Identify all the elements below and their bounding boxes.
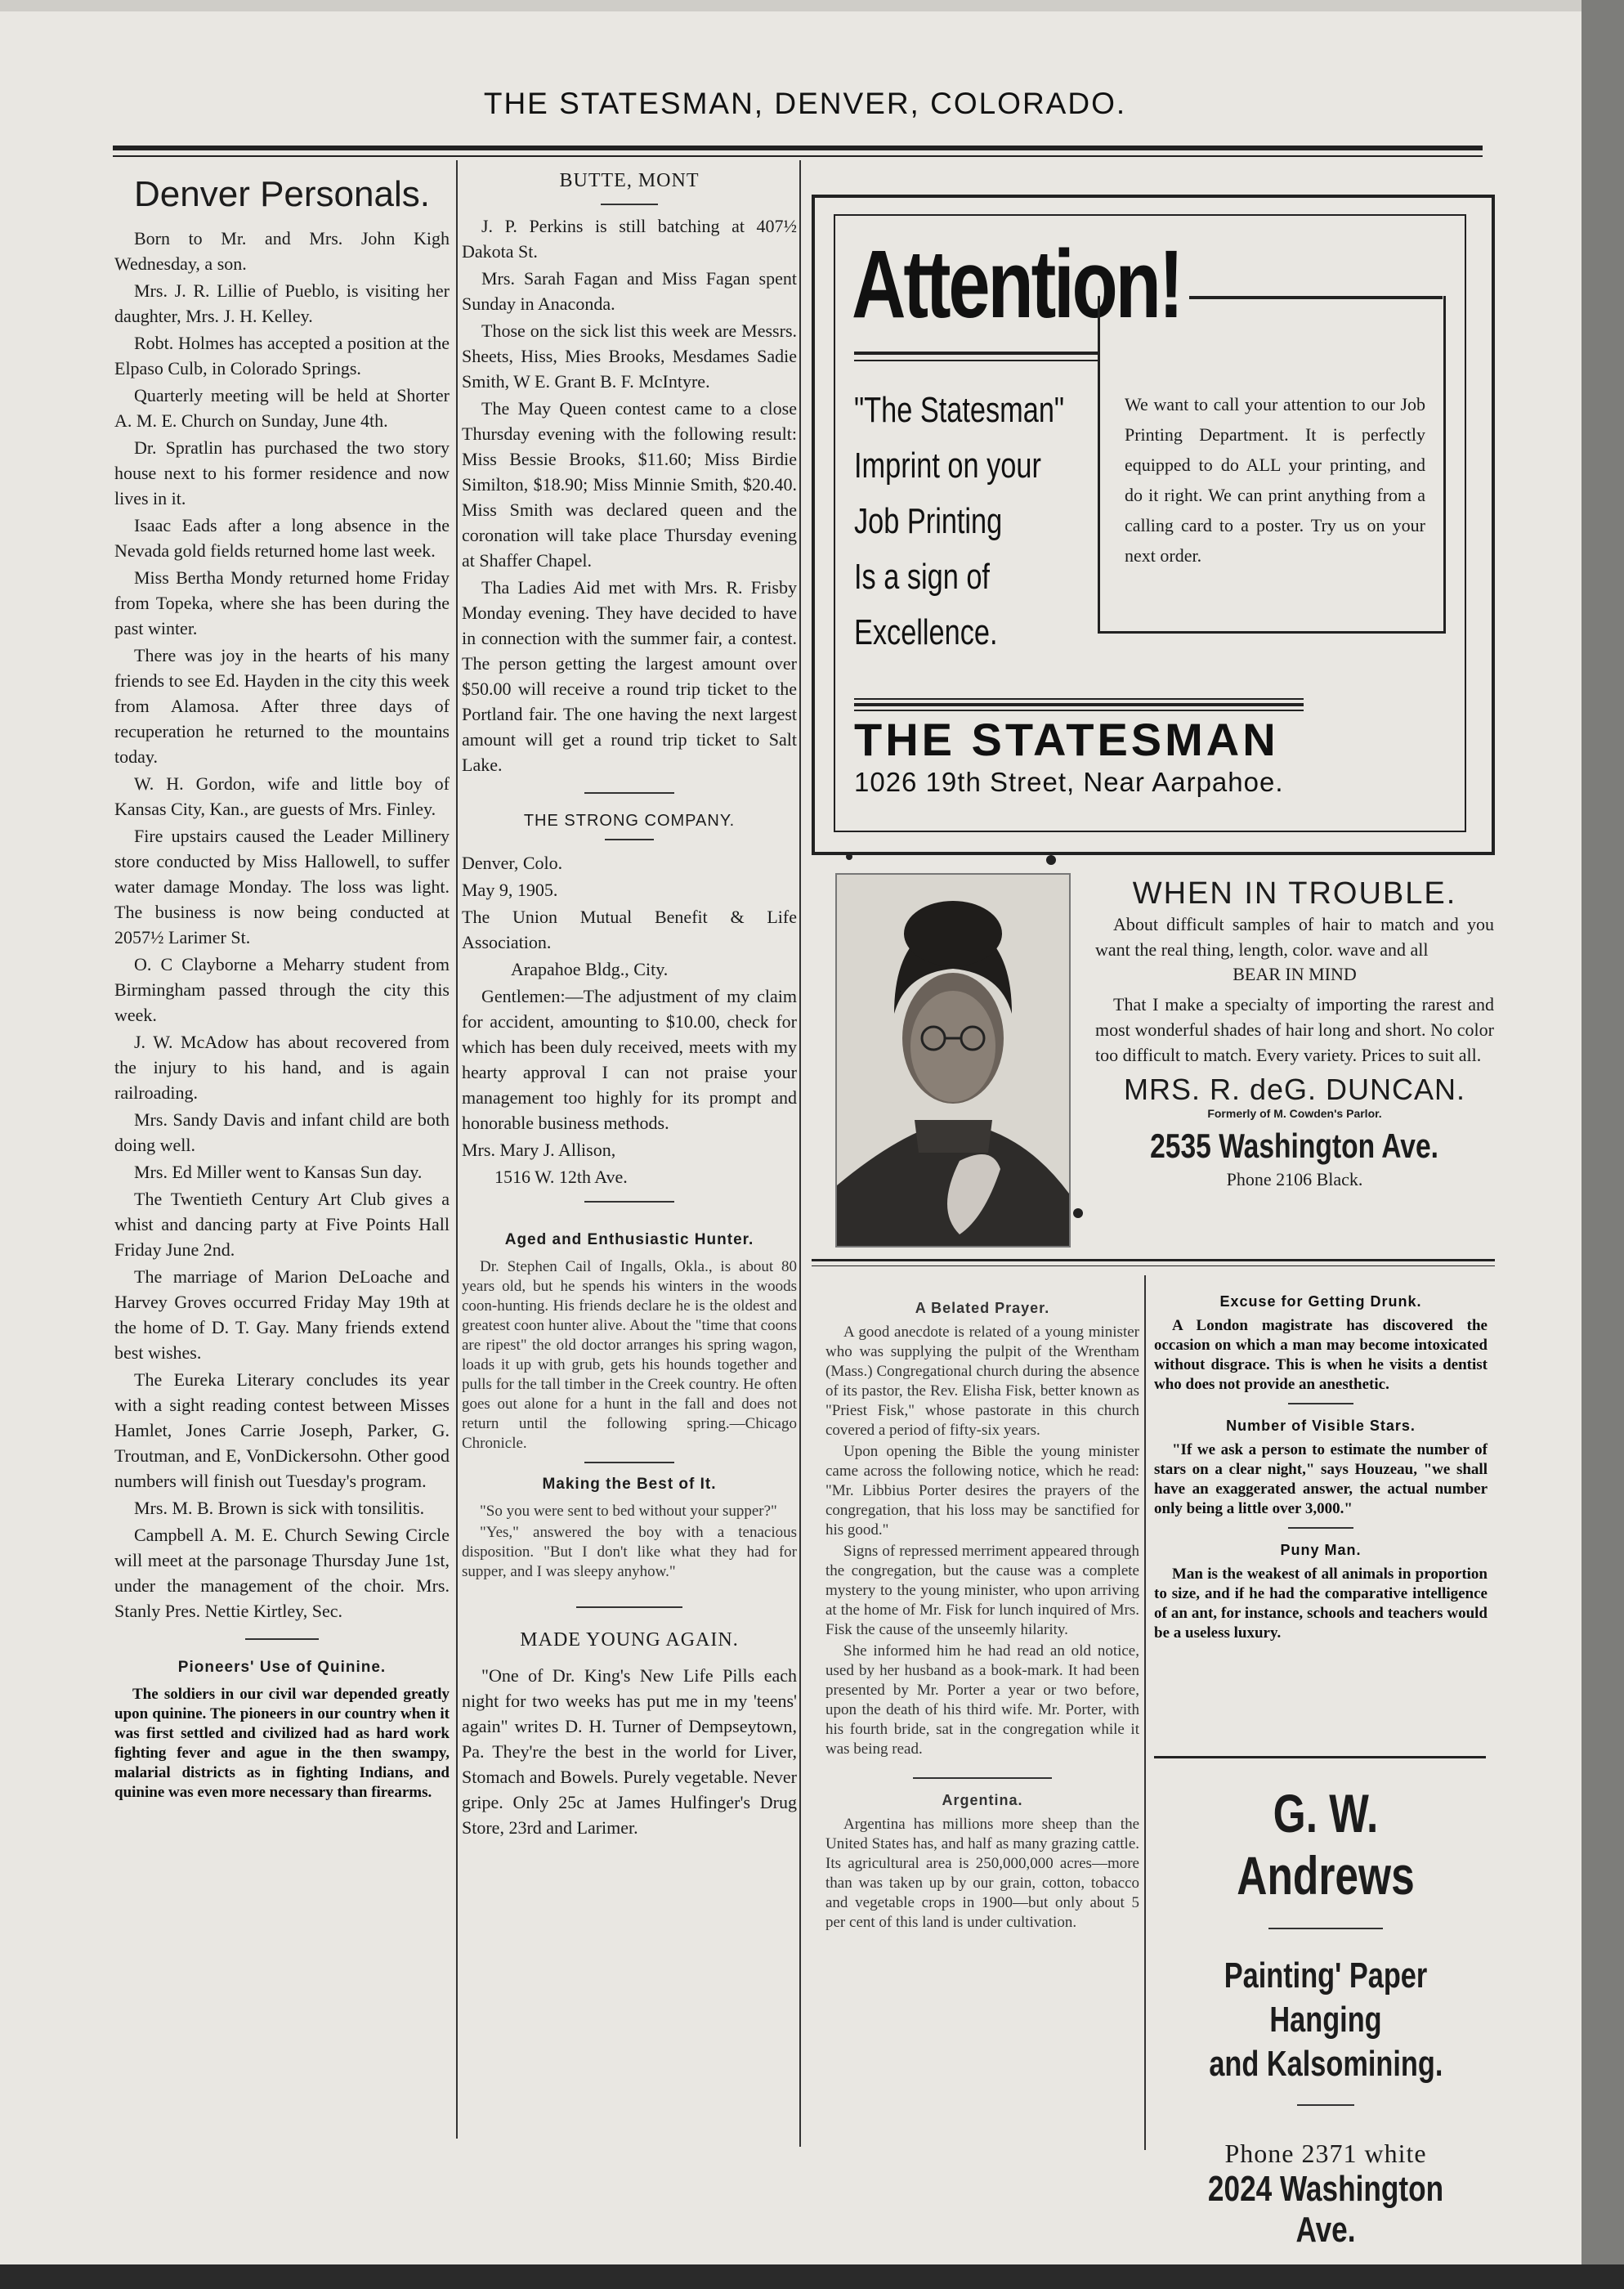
ad-formerly: Formerly of M. Cowden's Parlor. xyxy=(1207,1107,1382,1120)
paragraph: Those on the sick list this week are Messrs. Sheets, Hiss, Mies Brooks, Mesdames Sadie Smith, W E. Grant B. F. McIntyre. xyxy=(462,320,797,392)
letter-signature: Mrs. Mary J. Allison, xyxy=(462,1140,616,1160)
column-three xyxy=(825,1298,1139,1934)
letter-address: Arapahoe Bldg., City. xyxy=(511,959,669,979)
publisher-address: 1026 19th Street, Near Aarpahoe. xyxy=(854,767,1284,797)
ad-name: G. W. Andrews xyxy=(1237,1783,1415,1906)
paragraph: Isaac Eads after a long absence in the Nevada gold fields returned home last week. xyxy=(114,515,450,561)
letter-addressee: The Union Mutual Benefit & Life Association. xyxy=(462,907,797,952)
woman-portrait-image xyxy=(837,875,1069,1246)
scan-edge-bottom xyxy=(0,2264,1624,2289)
letter-signature-address: 1516 W. 12th Ave. xyxy=(494,1167,628,1187)
paragraph: Fire upstairs caused the Leader Millinery store conducted by Miss Hallowell, to suffer water damage Monday. The loss was light. The business is now being conducted at 2057½ Larimer St. xyxy=(114,826,450,947)
paragraph: Tha Ladies Aid met with Mrs. R. Frisby Monday evening. They have decided to have in connection with the summer fair, a contest. The person getting the largest amount over $50.00 will receive a round trip ticket to the Portland fair. The one having the next largest amount will get a round trip ticket to Salt Lake. xyxy=(462,577,797,775)
divider xyxy=(1268,1928,1383,1929)
ad-rule xyxy=(854,360,1098,361)
article-body: "If we ask a person to estimate the number of stars on a clear night," says Houzeau, "we shall have an exaggerated answer, the actual number only being a little over 3,000." xyxy=(1154,1441,1488,1517)
ink-dot xyxy=(846,853,852,860)
ad-lead: About difficult samples of hair to match and you want the real thing, length, color. wave and all xyxy=(1095,914,1494,960)
article-title: Pioneers' Use of Quinine. xyxy=(177,1659,387,1676)
article-body: A London magistrate has discovered the occasion on which a man may become intoxicated without disgrace. This is when he visits a dentist who does not provide an anesthetic. xyxy=(1154,1317,1488,1393)
portrait-photo xyxy=(835,873,1071,1248)
ad-address: 2024 Washington Ave. xyxy=(1207,2169,1444,2250)
column-four xyxy=(1154,1285,1488,1645)
paragraph: The Eureka Literary concludes its year with a sight reading contest between Misses Hamlet, Jones Carrie Joseph, Parker, G. Troutman, and E, VonDickersohn. Other good numbers will finish out Tuesday's program. xyxy=(114,1369,450,1491)
paragraph: She informed him he had read an old notice, used by her husband as a book-mark. It had been presented by Mr. Porter a year or two before, upon the death of his third wife. Mr. Porter, with his fourth bride, sat in the congregation while it was being read. xyxy=(825,1642,1139,1758)
paragraph: Miss Bertha Mondy returned home Friday from Topeka, where she has been during the past winter. xyxy=(114,567,450,638)
divider xyxy=(1288,1527,1353,1529)
ad-rule xyxy=(854,710,1304,711)
paragraph: Signs of repressed merriment appeared through the congregation, but the cause was a complete mystery to the young minister, who upon arriving at the home of Mr. Fisk for lunch inquired of Mrs. Fisk the cause of the unseemly hilarity. xyxy=(825,1543,1139,1638)
ad-address: 2535 Washington Ave. xyxy=(1150,1127,1439,1165)
paragraph: J. P. Perkins is still batching at 407½ Dakota St. xyxy=(462,216,797,262)
ad-phone: Phone 2371 white xyxy=(1224,2139,1427,2168)
column-divider xyxy=(456,160,458,2139)
paragraph: The marriage of Marion DeLoache and Harvey Groves occurred Friday May 19th at the home of D. T. Gay. Many friends extend best wishes. xyxy=(114,1266,450,1363)
letter-date: May 9, 1905. xyxy=(462,880,558,900)
divider xyxy=(584,792,674,794)
column-two xyxy=(462,160,797,1842)
divider xyxy=(584,1462,674,1463)
article-title: Excuse for Getting Drunk. xyxy=(1219,1293,1422,1310)
divider xyxy=(913,1777,1052,1779)
article-title: Argentina. xyxy=(942,1792,1023,1808)
paragraph: Campbell A. M. E. Church Sewing Circle will meet at the parsonage Thursday June 1st, under the management of the choir. Mrs. Stanly Pres. Nettie Kirtley, Sec. xyxy=(114,1525,450,1621)
paragraph: W. H. Gordon, wife and little boy of Kansas City, Kan., are guests of Mrs. Finley. xyxy=(114,773,450,819)
ad-slogan-line: Job Printing xyxy=(854,501,1003,541)
butte-news xyxy=(462,213,797,777)
divider xyxy=(1288,1403,1353,1404)
ink-dot xyxy=(1046,855,1056,865)
article-title: MADE YOUNG AGAIN. xyxy=(520,1629,739,1651)
section-rule xyxy=(812,1265,1495,1266)
ad-title: Attention! xyxy=(852,231,1182,338)
article-title: Making the Best of It. xyxy=(542,1476,717,1493)
paragraph: There was joy in the hearts of his many friends to see Ed. Hayden in the city this week from Alamosa. After three days of recuperation he returned to the mountains today. xyxy=(114,645,450,767)
paragraph: O. C Clayborne a Meharry student from Birmingham passed through the city this week. xyxy=(114,954,450,1025)
article-body: Argentina has millions more sheep than the United States has, and half as many grazing cattle. Its agricultural area is 250,000,000 acres—more than was taken up by our grain, cotton, tobacco and vegetable crops in 1900—but only about 5 per cent of this land is under cultivation. xyxy=(825,1816,1139,1931)
article-body: Man is the weakest of all animals in proportion to size, and if he had the comparative intelligence of an ant, for instance, schools and teachers would be a useless luxury. xyxy=(1154,1566,1488,1642)
divider xyxy=(245,1638,319,1640)
divider xyxy=(601,204,658,205)
ad-services: and Kalsomining. xyxy=(1208,2044,1443,2084)
section-rule xyxy=(812,1259,1495,1261)
ad-rule xyxy=(854,698,1304,700)
ink-dot xyxy=(1073,1208,1083,1218)
paragraph: Quarterly meeting will be held at Shorter A. M. E. Church on Sunday, June 4th. xyxy=(114,385,450,431)
column-personals xyxy=(114,160,450,1804)
column-divider xyxy=(1144,1275,1146,2150)
column-divider xyxy=(799,160,801,2147)
article-title: Number of Visible Stars. xyxy=(1226,1418,1416,1434)
ad-phone: Phone 2106 Black. xyxy=(1226,1169,1363,1189)
section-title: Denver Personals. xyxy=(134,174,430,214)
ad-services: Painting' Paper Hanging xyxy=(1224,1955,1428,2040)
paragraph: Mrs. M. B. Brown is sick with tonsilitis. xyxy=(134,1498,425,1518)
ad-slogan-line: Is a sign of xyxy=(854,557,990,597)
scan-edge-right xyxy=(1581,0,1624,2289)
ad-rule xyxy=(854,352,1098,355)
article-title: THE STRONG COMPANY. xyxy=(523,812,736,830)
personals-list xyxy=(114,226,450,1624)
ad-rule xyxy=(854,703,1304,706)
paragraph: Robt. Holmes has accepted a position at the Elpaso Culb, in Colorado Springs. xyxy=(114,333,450,379)
paragraph: Dr. Spratlin has purchased the two story house next to his former residence and now lives in it. xyxy=(114,437,450,508)
article-body: The soldiers in our civil war depended greatly upon quinine. The pioneers in our country when it was first settled and civilized had as hard work fighting fever and ague in the then swampy, malarial districts as in fighting Indians, and quinine was even more necessary than firearms. xyxy=(114,1686,450,1801)
divider xyxy=(605,839,654,840)
section-rule xyxy=(1154,1756,1486,1758)
article-body: Dr. Stephen Cail of Ingalls, Okla., is about 80 years old, but he spends his winters in the woods coon-hunting. His friends declare he is the oldest and greatest coon hunter alive. About the "time that coons are ripest" the old doctor arranges his spring wagon, loads it up with grub, gets his hounds together and pulls for the tall timber in the Creek country. He often goes out alone for a hunt in the fall and does not return until the following spring.—Chicago Chronicle. xyxy=(462,1258,797,1452)
paragraph: Born to Mr. and Mrs. John Kigh Wednesday, a son. xyxy=(114,228,450,274)
paragraph: Mrs. Ed Miller went to Kansas Sun day. xyxy=(134,1162,423,1182)
article-title: Aged and Enthusiastic Hunter. xyxy=(504,1231,754,1248)
paragraph: The Twentieth Century Art Club gives a whist and dancing party at Five Points Hall Friday June 2nd. xyxy=(114,1189,450,1260)
masthead-rule xyxy=(113,146,1483,150)
paragraph: A good anecdote is related of a young minister who was supplying the pulpit of the Wrentham (Mass.) Congregational church during the absence of its pastor, the Rev. Elisha Fisk, better known as "Priest Fisk," whose pastorate in this church covered a period of fifty-six years. xyxy=(825,1324,1139,1439)
divider xyxy=(584,1201,674,1203)
paragraph: The May Queen contest came to a close Thursday evening with the following result: Miss Bessie Brooks, $11.60; Miss Birdie Similton, $18.90; Miss Minnie Smith, $20.40. Miss Smith was declared queen and the coronation will take place Thursday evening at Shaffer Chapel. xyxy=(462,398,797,571)
ad-slogan-line: Imprint on your xyxy=(854,446,1041,486)
article-title: Puny Man. xyxy=(1280,1542,1362,1558)
divider xyxy=(576,1606,682,1608)
paragraph: Mrs. Sarah Fagan and Miss Fagan spent Sunday in Anaconda. xyxy=(462,268,797,314)
andrews-ad xyxy=(1154,1782,1497,2251)
ad-title: WHEN IN TROUBLE. xyxy=(1132,876,1457,911)
letter-body: Gentlemen:—The adjustment of my claim for accident, amounting to $10.00, check for which has been duly received, meets with my hearty approval I can not praise your management too highly for its prompt and honorable business methods. xyxy=(462,986,797,1133)
scan-edge-top xyxy=(0,0,1624,11)
article-body: "One of Dr. King's New Life Pills each night for two weeks has put me in my 'teens' again" writes D. H. Turner of Dempseytown, Pa. They're the best in the world for Liver, Stomach and Bowels. Purely vegetable. Never gripe. Only 25c at James Hulfinger's Drug Store, 23rd and Larimer. xyxy=(462,1665,797,1838)
paragraph: J. W. McAdow has about recovered from the injury to his hand, and is again railroading. xyxy=(114,1032,450,1103)
paragraph: Upon opening the Bible the young minister came across the following notice, which he read: "Mr. Libbius Porter desires the prayers of the congregation, that his loss may be sanctified for his good." xyxy=(825,1443,1139,1539)
paragraph: Mrs. Sandy Davis and infant child are both doing well. xyxy=(114,1109,450,1155)
divider xyxy=(1297,2104,1354,2106)
masthead-rule-thin xyxy=(113,155,1483,157)
article-title: A Belated Prayer. xyxy=(915,1300,1050,1316)
paragraph: Mrs. J. R. Lillie of Pueblo, is visiting her daughter, Mrs. J. H. Kelley. xyxy=(114,280,450,326)
ad-body: That I make a specialty of importing the rarest and most wonderful shades of hair long and short. No color too difficult to match. Every variety. Prices to suit all. xyxy=(1095,994,1494,1065)
ad-text: We want to call your attention to our Job Printing Department. It is perfectly equipped to do ALL your printing, and do it right. We can print anything from a calling card to a poster. Try us on your next order. xyxy=(1125,394,1425,566)
article-body xyxy=(825,1323,1139,1759)
masthead: THE STATESMAN, DENVER, COLORADO. xyxy=(483,87,1127,120)
publisher-name: THE STATESMAN xyxy=(854,714,1279,765)
letter-place: Denver, Colo. xyxy=(462,853,563,873)
ad-name: MRS. R. deG. DUNCAN. xyxy=(1123,1073,1466,1106)
section-title: BUTTE, MONT xyxy=(559,170,700,191)
ad-slogan-line: Excellence. xyxy=(854,612,998,652)
article-body: "So you were sent to bed without your supper?" "Yes," answered the boy with a tenacious disposition. "But I don't like what they had for supper, and I was sleepy anyhow." xyxy=(462,1503,797,1580)
ad-subtitle: BEAR IN MIND xyxy=(1233,964,1357,984)
hair-ad xyxy=(1095,876,1494,1190)
ad-slogan-line: "The Statesman" xyxy=(854,390,1065,430)
ad-slogan xyxy=(854,383,1064,661)
